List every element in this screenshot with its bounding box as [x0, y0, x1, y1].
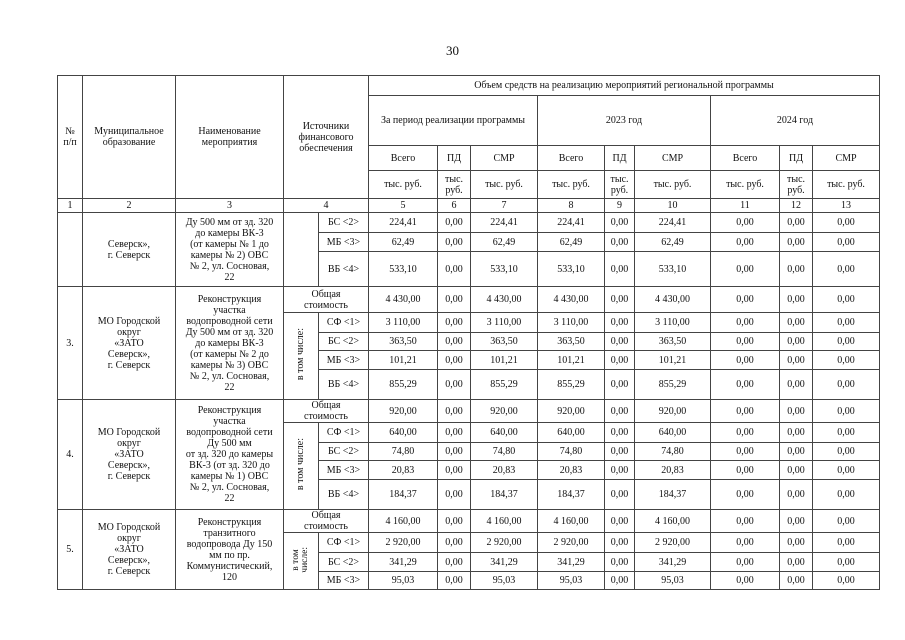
- value-cell: 62,49: [635, 233, 711, 252]
- value-cell: 0,00: [780, 400, 813, 423]
- source-label: СФ <1>: [319, 313, 369, 333]
- value-cell: 363,50: [471, 333, 538, 351]
- value-cell: 20,83: [538, 461, 605, 480]
- value-cell: 0,00: [605, 213, 635, 233]
- value-cell: 0,00: [605, 252, 635, 287]
- value-cell: 920,00: [635, 400, 711, 423]
- header-unit: тыс. руб.: [635, 171, 711, 199]
- value-cell: 0,00: [438, 423, 471, 443]
- value-cell: 0,00: [711, 287, 780, 313]
- value-cell: 0,00: [711, 213, 780, 233]
- including-label: [284, 313, 319, 400]
- value-cell: 0,00: [780, 423, 813, 443]
- source-label: МБ <3>: [319, 351, 369, 370]
- value-cell: 0,00: [780, 233, 813, 252]
- value-cell: 0,00: [813, 553, 880, 572]
- value-cell: 3 110,00: [538, 313, 605, 333]
- value-cell: 95,03: [471, 572, 538, 590]
- header-sources: Источники финансового обеспечения: [284, 76, 369, 199]
- value-cell: 0,00: [605, 533, 635, 553]
- budget-table: [57, 75, 880, 590]
- municipality-cell: МО Городской округ «ЗАТО Северск», г. Северск: [83, 287, 176, 400]
- value-cell: 0,00: [813, 480, 880, 510]
- value-cell: 0,00: [438, 533, 471, 553]
- value-cell: 0,00: [711, 233, 780, 252]
- value-cell: 0,00: [438, 572, 471, 590]
- value-cell: 0,00: [813, 313, 880, 333]
- value-cell: 0,00: [711, 400, 780, 423]
- value-cell: 3 110,00: [635, 313, 711, 333]
- value-cell: 0,00: [780, 553, 813, 572]
- header-pd: ПД: [780, 146, 813, 171]
- value-cell: 0,00: [780, 213, 813, 233]
- value-cell: 855,29: [369, 370, 438, 400]
- value-cell: 184,37: [369, 480, 438, 510]
- value-cell: 4 160,00: [369, 510, 438, 533]
- value-cell: 101,21: [369, 351, 438, 370]
- col-number: 4: [284, 199, 369, 213]
- source-label: СФ <1>: [319, 423, 369, 443]
- value-cell: 0,00: [711, 461, 780, 480]
- value-cell: 101,21: [635, 351, 711, 370]
- value-cell: 0,00: [780, 252, 813, 287]
- value-cell: 0,00: [780, 333, 813, 351]
- value-cell: 95,03: [538, 572, 605, 590]
- value-cell: 920,00: [538, 400, 605, 423]
- source-label: БС <2>: [319, 553, 369, 572]
- value-cell: 95,03: [369, 572, 438, 590]
- value-cell: 341,29: [471, 553, 538, 572]
- value-cell: 0,00: [813, 443, 880, 461]
- value-cell: 0,00: [438, 313, 471, 333]
- value-cell: 184,37: [635, 480, 711, 510]
- col-number: 5: [369, 199, 438, 213]
- header-num: № п/п: [58, 76, 83, 199]
- header-unit: тыс. руб.: [369, 171, 438, 199]
- value-cell: 3 110,00: [369, 313, 438, 333]
- source-label: МБ <3>: [319, 233, 369, 252]
- col-number: 3: [176, 199, 284, 213]
- municipality-cell: МО Городской округ «ЗАТО Северск», г. Северск: [83, 400, 176, 510]
- header-period-2023: 2023 год: [538, 96, 711, 146]
- value-cell: 101,21: [471, 351, 538, 370]
- value-cell: 0,00: [711, 480, 780, 510]
- value-cell: 0,00: [711, 313, 780, 333]
- value-cell: 0,00: [438, 510, 471, 533]
- col-number: 1: [58, 199, 83, 213]
- header-smr: СМР: [635, 146, 711, 171]
- header-unit: тыс. руб.: [813, 171, 880, 199]
- including-label: [284, 423, 319, 510]
- value-cell: 0,00: [605, 480, 635, 510]
- group-total-row: [58, 400, 880, 423]
- value-cell: 0,00: [605, 233, 635, 252]
- value-cell: 0,00: [605, 313, 635, 333]
- col-number: 8: [538, 199, 605, 213]
- value-cell: 0,00: [438, 351, 471, 370]
- table-row: [58, 213, 880, 233]
- value-cell: 533,10: [369, 252, 438, 287]
- value-cell: 0,00: [605, 461, 635, 480]
- value-cell: 4 160,00: [471, 510, 538, 533]
- including-label-text: в том числе:: [295, 328, 306, 381]
- municipality-cell: Северск», г. Северск: [83, 213, 176, 287]
- header-total: Всего: [538, 146, 605, 171]
- value-cell: 62,49: [538, 233, 605, 252]
- value-cell: 101,21: [538, 351, 605, 370]
- value-cell: 0,00: [813, 400, 880, 423]
- header-event-name: Наименование мероприятия: [176, 76, 284, 199]
- value-cell: 0,00: [605, 510, 635, 533]
- value-cell: 0,00: [605, 553, 635, 572]
- num-cell: 3.: [58, 287, 83, 400]
- value-cell: 0,00: [813, 213, 880, 233]
- value-cell: 0,00: [780, 572, 813, 590]
- value-cell: 0,00: [780, 287, 813, 313]
- header-unit: тыс. руб.: [605, 171, 635, 199]
- value-cell: 640,00: [538, 423, 605, 443]
- event-name-cell: Реконструкция участка водопроводной сети Ду 500 мм от зд. 320 до камеры ВК-3 (от камеры № 2 до камеры № 3) ОВС № 2, ул. Сосновая, 22: [176, 287, 284, 400]
- including-label-text: в том числе:: [291, 546, 310, 573]
- value-cell: 0,00: [780, 533, 813, 553]
- value-cell: 0,00: [711, 533, 780, 553]
- value-cell: 2 920,00: [369, 533, 438, 553]
- event-name-cell: Реконструкция участка водопроводной сети Ду 500 мм от зд. 320 до камеры ВК-3 (от зд. 320 до камеры № 1) ОВС № 2, ул. Сосновая, 22: [176, 400, 284, 510]
- value-cell: 0,00: [605, 333, 635, 351]
- value-cell: 74,80: [471, 443, 538, 461]
- including-label-text: в том числе:: [295, 438, 306, 491]
- value-cell: 0,00: [438, 252, 471, 287]
- value-cell: 0,00: [813, 351, 880, 370]
- value-cell: 0,00: [780, 370, 813, 400]
- value-cell: 0,00: [605, 287, 635, 313]
- value-cell: 2 920,00: [471, 533, 538, 553]
- value-cell: 0,00: [438, 553, 471, 572]
- value-cell: 640,00: [369, 423, 438, 443]
- value-cell: 62,49: [471, 233, 538, 252]
- event-name-cell: Ду 500 мм от зд. 320 до камеры ВК-3 (от камеры № 1 до камеры № 2) ОВС № 2, ул. Сосновая, 22: [176, 213, 284, 287]
- total-label: Общая стоимость: [284, 400, 369, 423]
- col-number: 13: [813, 199, 880, 213]
- num-cell: 5.: [58, 510, 83, 590]
- col-number: 2: [83, 199, 176, 213]
- value-cell: 533,10: [635, 252, 711, 287]
- header-volume: Объем средств на реализацию мероприятий региональной программы: [369, 76, 880, 96]
- source-label: БС <2>: [319, 443, 369, 461]
- value-cell: 0,00: [438, 213, 471, 233]
- col-number: 10: [635, 199, 711, 213]
- value-cell: 224,41: [369, 213, 438, 233]
- header-municipality: Муниципальное образование: [83, 76, 176, 199]
- header-pd: ПД: [605, 146, 635, 171]
- value-cell: 20,83: [369, 461, 438, 480]
- value-cell: 20,83: [635, 461, 711, 480]
- value-cell: 855,29: [635, 370, 711, 400]
- header-period-all: За период реализации программы: [369, 96, 538, 146]
- page-number: 30: [446, 43, 459, 58]
- value-cell: 0,00: [605, 400, 635, 423]
- value-cell: 341,29: [635, 553, 711, 572]
- value-cell: 4 160,00: [538, 510, 605, 533]
- municipality-cell: МО Городской округ «ЗАТО Северск», г. Северск: [83, 510, 176, 590]
- value-cell: 363,50: [538, 333, 605, 351]
- value-cell: 4 160,00: [635, 510, 711, 533]
- value-cell: 0,00: [813, 333, 880, 351]
- value-cell: 0,00: [711, 510, 780, 533]
- header-period-2024: 2024 год: [711, 96, 880, 146]
- column-number-row: [58, 199, 880, 213]
- value-cell: 74,80: [369, 443, 438, 461]
- value-cell: 0,00: [711, 252, 780, 287]
- value-cell: 0,00: [813, 533, 880, 553]
- value-cell: 0,00: [780, 480, 813, 510]
- value-cell: 0,00: [813, 233, 880, 252]
- source-label: БС <2>: [319, 213, 369, 233]
- header-unit: тыс. руб.: [471, 171, 538, 199]
- value-cell: 0,00: [438, 370, 471, 400]
- source-label: ВБ <4>: [319, 370, 369, 400]
- value-cell: 20,83: [471, 461, 538, 480]
- value-cell: 341,29: [538, 553, 605, 572]
- value-cell: 533,10: [471, 252, 538, 287]
- value-cell: 0,00: [711, 370, 780, 400]
- value-cell: 0,00: [711, 333, 780, 351]
- value-cell: 0,00: [438, 443, 471, 461]
- header-unit: тыс. руб.: [780, 171, 813, 199]
- including-label: [284, 533, 319, 590]
- value-cell: 0,00: [780, 351, 813, 370]
- value-cell: 224,41: [538, 213, 605, 233]
- value-cell: 0,00: [780, 510, 813, 533]
- source-label: ВБ <4>: [319, 480, 369, 510]
- source-label: СФ <1>: [319, 533, 369, 553]
- value-cell: 0,00: [605, 443, 635, 461]
- value-cell: 4 430,00: [538, 287, 605, 313]
- value-cell: 0,00: [711, 351, 780, 370]
- num-cell: [58, 213, 83, 287]
- value-cell: 4 430,00: [471, 287, 538, 313]
- value-cell: 0,00: [438, 287, 471, 313]
- col-number: 11: [711, 199, 780, 213]
- value-cell: 0,00: [813, 423, 880, 443]
- value-cell: 2 920,00: [538, 533, 605, 553]
- value-cell: 0,00: [438, 233, 471, 252]
- value-cell: 0,00: [813, 252, 880, 287]
- value-cell: 533,10: [538, 252, 605, 287]
- value-cell: 0,00: [711, 423, 780, 443]
- group-total-row: [58, 287, 880, 313]
- value-cell: 920,00: [471, 400, 538, 423]
- value-cell: 0,00: [438, 461, 471, 480]
- value-cell: 0,00: [813, 572, 880, 590]
- header-row: [58, 76, 880, 96]
- value-cell: 224,41: [635, 213, 711, 233]
- event-name-cell: Реконструкция транзитного водопровода Ду 150 мм по пр. Коммунистический, 120: [176, 510, 284, 590]
- value-cell: 0,00: [605, 423, 635, 443]
- header-total: Всего: [369, 146, 438, 171]
- col-number: 9: [605, 199, 635, 213]
- header-pd: ПД: [438, 146, 471, 171]
- value-cell: 0,00: [438, 400, 471, 423]
- value-cell: 4 430,00: [369, 287, 438, 313]
- value-cell: 0,00: [780, 313, 813, 333]
- source-spacer: [284, 213, 319, 287]
- value-cell: 0,00: [780, 443, 813, 461]
- value-cell: 0,00: [813, 370, 880, 400]
- source-label: МБ <3>: [319, 461, 369, 480]
- value-cell: 640,00: [635, 423, 711, 443]
- value-cell: 855,29: [538, 370, 605, 400]
- header-total: Всего: [711, 146, 780, 171]
- value-cell: 184,37: [538, 480, 605, 510]
- header-smr: СМР: [471, 146, 538, 171]
- value-cell: 0,00: [813, 510, 880, 533]
- source-label: ВБ <4>: [319, 252, 369, 287]
- source-label: МБ <3>: [319, 572, 369, 590]
- value-cell: 855,29: [471, 370, 538, 400]
- value-cell: 3 110,00: [471, 313, 538, 333]
- value-cell: 74,80: [635, 443, 711, 461]
- value-cell: 0,00: [711, 572, 780, 590]
- value-cell: 363,50: [369, 333, 438, 351]
- value-cell: 224,41: [471, 213, 538, 233]
- header-unit: тыс. руб.: [538, 171, 605, 199]
- value-cell: 0,00: [813, 461, 880, 480]
- value-cell: 74,80: [538, 443, 605, 461]
- value-cell: 0,00: [813, 287, 880, 313]
- value-cell: 184,37: [471, 480, 538, 510]
- value-cell: 640,00: [471, 423, 538, 443]
- col-number: 7: [471, 199, 538, 213]
- col-number: 6: [438, 199, 471, 213]
- value-cell: 341,29: [369, 553, 438, 572]
- value-cell: 0,00: [438, 480, 471, 510]
- col-number: 12: [780, 199, 813, 213]
- value-cell: 0,00: [711, 553, 780, 572]
- value-cell: 363,50: [635, 333, 711, 351]
- header-unit: тыс. руб.: [438, 171, 471, 199]
- value-cell: 0,00: [605, 572, 635, 590]
- group-total-row: [58, 510, 880, 533]
- header-unit: тыс. руб.: [711, 171, 780, 199]
- num-cell: 4.: [58, 400, 83, 510]
- value-cell: 0,00: [605, 370, 635, 400]
- value-cell: 920,00: [369, 400, 438, 423]
- value-cell: 2 920,00: [635, 533, 711, 553]
- total-label: Общая стоимость: [284, 510, 369, 533]
- value-cell: 4 430,00: [635, 287, 711, 313]
- value-cell: 0,00: [711, 443, 780, 461]
- value-cell: 62,49: [369, 233, 438, 252]
- source-label: БС <2>: [319, 333, 369, 351]
- value-cell: 0,00: [780, 461, 813, 480]
- header-smr: СМР: [813, 146, 880, 171]
- value-cell: 0,00: [438, 333, 471, 351]
- total-label: Общая стоимость: [284, 287, 369, 313]
- value-cell: 0,00: [605, 351, 635, 370]
- value-cell: 95,03: [635, 572, 711, 590]
